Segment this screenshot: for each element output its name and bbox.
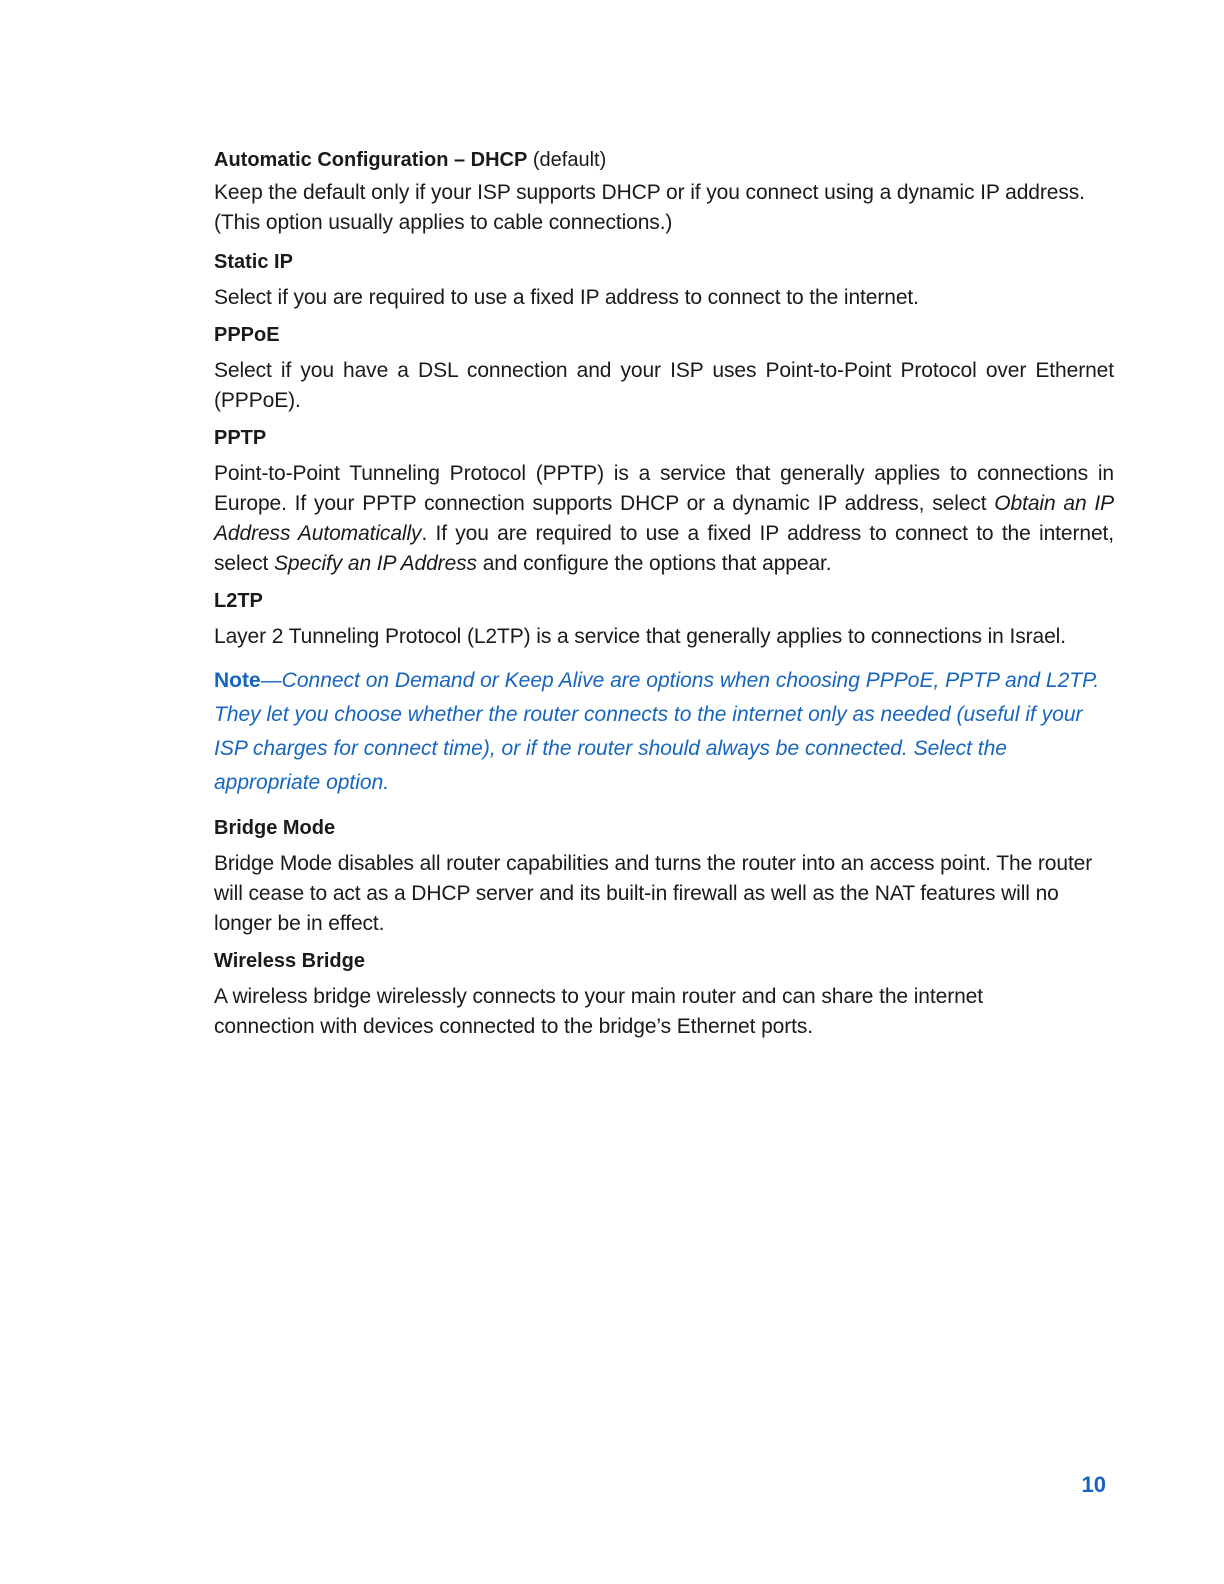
section-static-ip [214,248,1114,313]
heading-text: Automatic Configuration – DHCP [214,149,528,171]
section-pppoe [214,321,1114,416]
section-pptp [214,424,1114,579]
section-body: Select if you are required to use a fixed IP address to connect to the internet. [214,286,919,309]
page-number: 10 [1081,1472,1106,1497]
option-name: Specify an IP Address [274,552,477,575]
section-heading [214,146,1114,174]
note-label: Note [214,669,261,692]
section-heading: Static IP [214,251,293,273]
option-name: Obtain an IP Address Automatically [214,492,1114,545]
body-text: and configure the options that appear. [476,552,832,575]
note-box [214,664,1114,800]
section-heading: Bridge Mode [214,817,336,839]
body-text: Point-to-Point Tunneling Protocol (PPTP) is a service that generally applies to connections in Europe. If your PPTP connection supports DHCP or a dynamic IP address, select [214,462,1114,515]
section-dhcp [214,146,1114,238]
section-body: A wireless bridge wirelessly connects to your main router and can share the internet connection with devices connected to the bridge’s Ethernet ports. [214,985,983,1038]
body-text: . If you are required to use a fixed IP address to connect to the internet, select [214,522,1114,575]
section-heading: L2TP [214,590,263,612]
section-heading: PPTP [214,427,267,449]
document-content [214,146,1114,1042]
note-text [214,664,1104,800]
section-body: Bridge Mode disables all router capabilities and turns the router into an access point. The router will cease to act as a DHCP server and its built-in firewall as well as the NAT features will no longer be in effect. [214,852,1093,935]
section-wireless-bridge [214,947,1114,1042]
section-heading: PPPoE [214,324,280,346]
section-heading: Wireless Bridge [214,950,365,972]
section-body: Select if you have a DSL connection and your ISP uses Point-to-Point Protocol over Ethernet (PPPoE). [214,359,1114,412]
note-body: —Connect on Demand or Keep Alive are options when choosing PPPoE, PPTP and L2TP. They let you choose whether the router connects to the internet only as needed (useful if your ISP charges for connect time), or if the router should always be connected. Select the appropriate option. [214,669,1100,794]
section-l2tp [214,587,1114,652]
heading-suffix: (default) [527,149,607,171]
section-body: Layer 2 Tunneling Protocol (L2TP) is a service that generally applies to connections in Israel. [214,625,1066,648]
section-bridge-mode [214,814,1114,939]
section-body: Keep the default only if your ISP supports DHCP or if you connect using a dynamic IP address. (This option usually applies to cable connections.) [214,181,1085,234]
section-body [214,459,1114,579]
